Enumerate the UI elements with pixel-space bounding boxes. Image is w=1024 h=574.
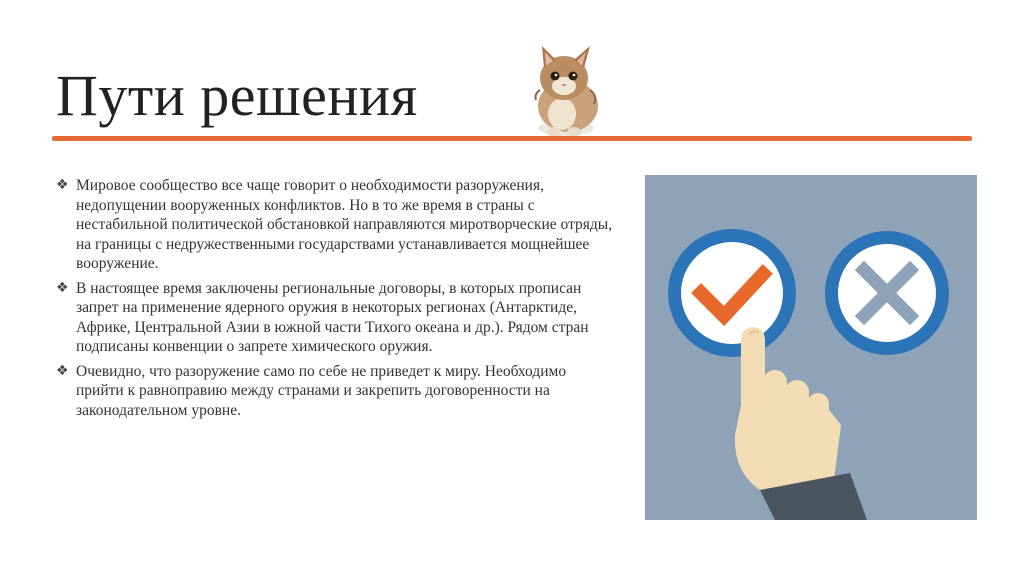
list-item (56, 279, 616, 357)
bullet-icon: ❖ (56, 362, 69, 379)
list-item (56, 362, 616, 421)
list-item (56, 176, 616, 274)
kitten-image (520, 40, 612, 140)
bullet-text: В настоящее время заключены региональные договоры, в которых прописан запрет на применение ядерного оружия в некоторых регионах (Антарктиде, Африке, Центральной Азии в южной части Тихого океана и др.). Рядом стран подписаны конвенции о запрете химического оружия. (76, 279, 589, 355)
slide-title: Пути решения (56, 63, 418, 128)
title-underline (52, 136, 972, 141)
bullet-text: Очевидно, что разоружение само по себе не приведет к миру. Необходимо прийти к равноправию между странами и закрепить договоренности на законодательном уровне. (76, 362, 567, 419)
decision-graphic (645, 175, 977, 520)
decision-illustration (645, 175, 977, 520)
pointing-hand-icon (735, 327, 867, 520)
bullet-icon: ❖ (56, 279, 69, 296)
check-icon (668, 229, 796, 357)
bullet-list (56, 176, 616, 425)
cross-icon (825, 231, 949, 355)
bullet-icon: ❖ (56, 177, 69, 193)
bullet-text: Мировое сообщество все чаще говорит о необходимости разоружения, недопущении вооруженных конфликтов. Но в то же время в страны с нестабильной политической обстановкой направляются миротворческие отряды, на границы с недружественными государствами устанавливается мощнейшее вооружение. (76, 177, 613, 272)
